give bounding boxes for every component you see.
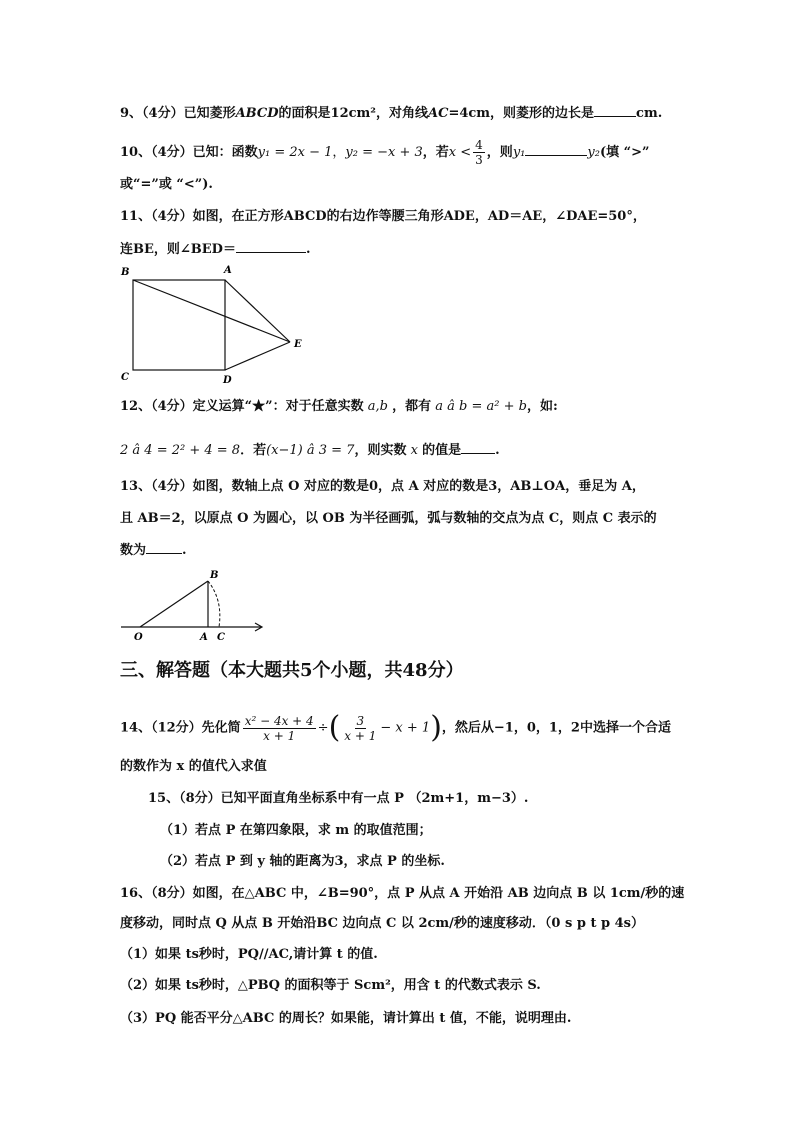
q10-x-less: x < (448, 145, 472, 160)
q9-unit: cm. (636, 106, 663, 121)
section-3-title: 三、解答题（本大题共5个小题，共48分） (120, 660, 464, 681)
q15-part-1: （1）若点 P 在第四象限，求 m 的取值范围； (160, 823, 432, 838)
q14-divide: ÷ (317, 720, 329, 736)
q9-text-3: =4cm，则菱形的边长是 (448, 106, 595, 121)
q13-line-2: 且 AB＝2，以原点 O 为圆心，以 OB 为半径画弧，弧与数轴的交点为点 C，则点 C 表示的 (120, 511, 657, 526)
q14-text: 14、（12分）先化简 (120, 720, 241, 736)
q12-end: . (495, 443, 500, 458)
q11-end: . (305, 242, 311, 257)
q16-part-3: （3）PQ 能否平分△ABC 的周长？如果能，请计算出 t 值，不能，说明理由. (120, 1011, 572, 1026)
q12-definition: a â b = a² + b (435, 399, 527, 414)
square-abcd (133, 280, 225, 370)
q14-text-2: ，然后从−1，0，1，2中选择一个合适 (441, 720, 671, 736)
q16-part-1: （1）如果 ts秒时，PQ//AC,请计算 t 的值. (120, 947, 378, 962)
q12-text-4: ．若 (240, 443, 267, 458)
q9-answer-blank[interactable] (594, 104, 636, 117)
figure-square-triangle (115, 262, 315, 387)
question-15: 15、（8分）已知平面直角坐标系中有一点 P （2m+1，m−3）. (148, 791, 529, 806)
q16-line-2: 度移动，同时点 Q 从点 B 开始沿BC 边向点 C 以 2cm/秒的速度移动．（0 s p t p 4s） (120, 916, 644, 931)
question-9 (120, 104, 662, 123)
q10-function-1: y₁ = 2x − 1 (257, 145, 333, 160)
q12-x: x (410, 443, 418, 458)
question-14 (120, 708, 671, 749)
question-13: 13、（4分）如图，数轴上点 O 对应的数是0，点 A 对应的数是3，AB⊥OA，垂足为 A， (120, 479, 645, 494)
q9-diagonal-label: AC (428, 106, 449, 121)
q12-example: 2 â 4 = 2² + 4 = 8 (120, 443, 241, 458)
q10-frac-num: 4 (475, 138, 483, 152)
q12-text-2: ，都有 (392, 399, 432, 414)
arc-bc (208, 581, 220, 627)
q12-line-2 (120, 441, 500, 460)
label-e: E (294, 339, 302, 350)
q9-text-2: 的面积是12cm²，对角线 (278, 106, 428, 121)
figure-number-line (115, 565, 275, 645)
label-a: A (200, 632, 208, 643)
q9-text: 9、（4分）已知菱形 (120, 106, 236, 121)
q10-then: ，则 (486, 145, 513, 160)
q11-line-2 (120, 240, 311, 259)
q12-equation: (x−1) â 3 = 7 (266, 443, 355, 458)
q14-frac2-num: 3 (356, 713, 365, 728)
label-a: A (224, 265, 232, 276)
q9-rhombus-label: ABCD (235, 106, 279, 121)
q14-frac2-den: x + 1 (344, 728, 377, 743)
q11-text: 连BE，则∠BED＝ (120, 242, 236, 257)
segment-de (225, 342, 290, 370)
q14-line-2: 的数作为 x 的值代入求值 (120, 759, 267, 774)
q10-frac-den: 3 (475, 153, 483, 167)
q10-answer-blank[interactable] (525, 143, 587, 156)
question-11: 11、（4分）如图，在正方形ABCD的右边作等腰三角形ADE，AD＝AE，∠DAE=50°， (120, 209, 646, 224)
q14-frac1-den: x + 1 (263, 728, 296, 743)
label-b: B (121, 267, 130, 278)
q10-sep: ， (332, 145, 346, 160)
q15-part-2: （2）若点 P 到 y 轴的距离为3，求点 P 的坐标. (160, 854, 445, 869)
q10-fraction (473, 138, 485, 167)
q10-y1: y₁ (512, 145, 526, 160)
label-d: D (223, 375, 232, 386)
segment-ob (140, 581, 208, 627)
q13-end: . (182, 543, 187, 558)
label-b: B (210, 570, 219, 581)
q14-rest: − x + 1 (380, 720, 431, 736)
label-c: C (121, 372, 129, 383)
segment-ae (225, 280, 290, 342)
q12-text-6: 的值是 (422, 443, 462, 458)
question-10 (120, 138, 649, 167)
q13-text: 数为 (120, 543, 147, 558)
label-c: C (217, 632, 225, 643)
q12-text: 12、（4分）定义运算“★”：对于任意实数 (120, 399, 364, 414)
q13-line-3 (120, 541, 187, 560)
q12-answer-blank[interactable] (461, 441, 495, 454)
q10-fill-hint: (填 “>” (599, 145, 650, 160)
question-12 (120, 398, 558, 416)
q12-ab: a,b (367, 399, 388, 414)
q10-function-2: y₂ = −x + 3 (345, 145, 423, 160)
q10-text: 10、（4分）已知：函数 (120, 145, 258, 160)
segment-be (133, 280, 290, 342)
q14-fraction-2 (342, 714, 378, 743)
question-16: 16、（8分）如图，在△ABC 中，∠B=90°，点 P 从点 A 开始沿 AB 边向点 B 以 1cm/秒的速 (120, 886, 685, 901)
q16-part-2: （2）如果 ts秒时，△PBQ 的面积等于 Scm²，用含 t 的代数式表示 S. (120, 978, 541, 993)
q10-fill-hint-2: 或“=”或 “<”). (120, 177, 213, 192)
q14-frac1-num: x² − 4x + 4 (244, 713, 314, 728)
q12-text-5: ，则实数 (354, 443, 407, 458)
q14-fraction-1 (243, 714, 316, 743)
q12-text-3: ，如: (526, 399, 558, 414)
q14-left-paren: ( (328, 710, 341, 745)
q14-right-paren: ) (430, 710, 442, 745)
q10-condition-text: ，若 (422, 145, 449, 160)
q13-answer-blank[interactable] (146, 541, 182, 554)
label-o: O (134, 632, 143, 643)
q11-answer-blank[interactable] (236, 240, 306, 253)
q10-y2: y₂ (587, 145, 600, 160)
